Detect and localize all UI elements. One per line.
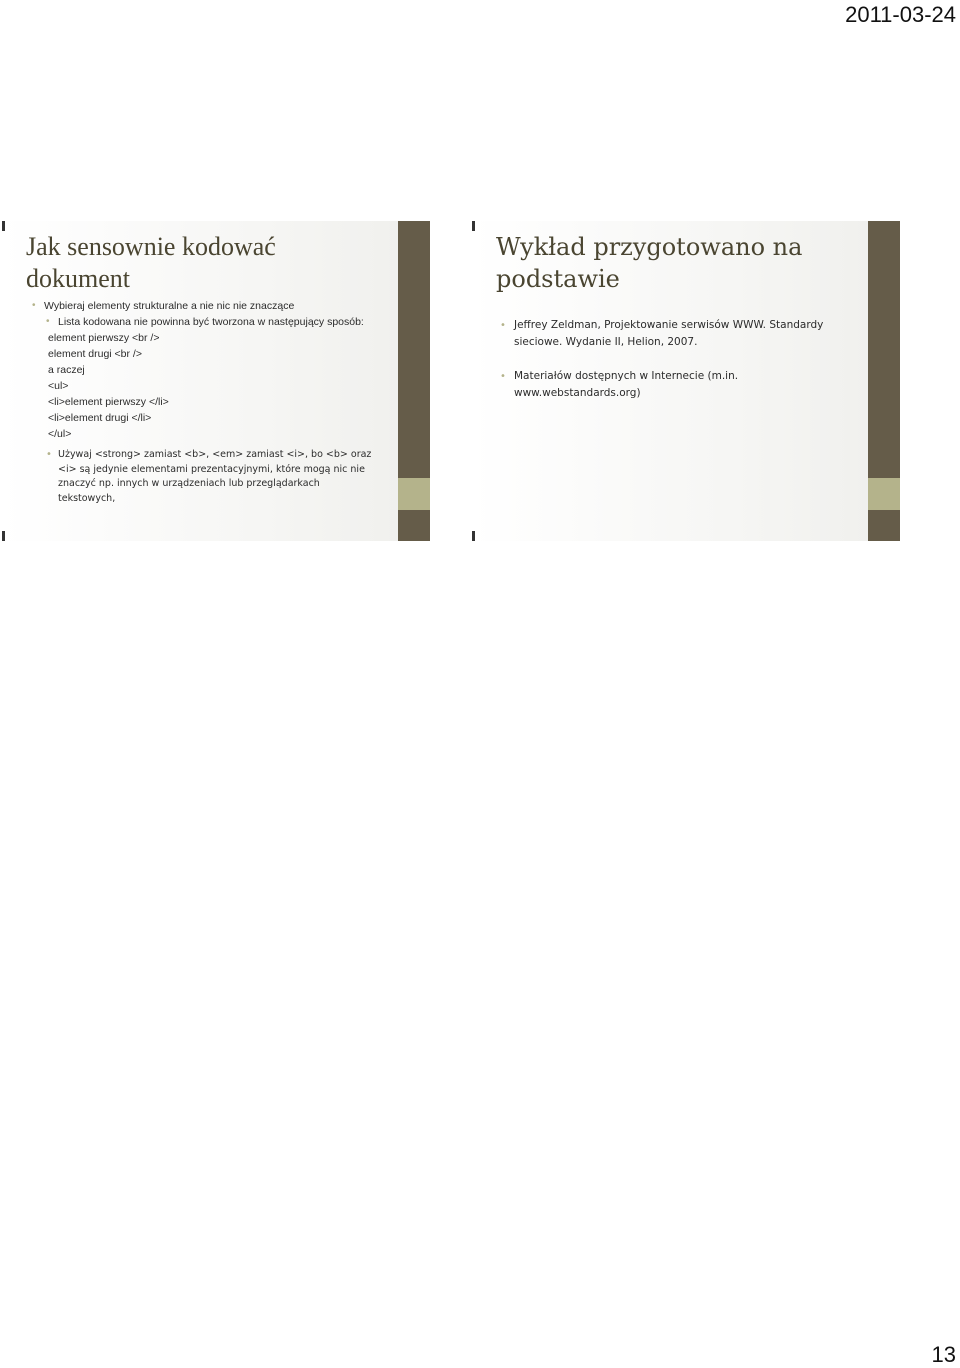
sidebar-accent — [398, 478, 430, 510]
code-line: <li>element drugi </li> — [48, 412, 152, 424]
sub-bullet-item: • Lista kodowana nie powinna być tworzona w następujący sposób: — [28, 314, 378, 330]
code-line: </ul> — [48, 428, 72, 440]
slide-title: Wykład przygotowano na podstawie — [496, 233, 803, 293]
page-number: 13 — [931, 1342, 956, 1367]
code-line: element pierwszy <br /> — [48, 332, 160, 344]
slide-2 — [472, 221, 900, 541]
slide-1 — [2, 221, 430, 541]
page-date: 2011-03-24 — [845, 2, 956, 27]
slide-corner-mark — [2, 221, 5, 231]
slide-sidebar — [398, 221, 430, 541]
slide-corner-mark — [2, 531, 5, 541]
code-line: <ul> — [48, 380, 69, 392]
sidebar-accent — [868, 478, 900, 510]
code-line: element drugi <br /> — [48, 348, 142, 360]
slide-title: Jak sensownie kodować dokument — [26, 232, 276, 293]
reference-item: • Jeffrey Zeldman, Projektowanie serwisów WWW. Standardy sieciowe. Wydanie II, Helion, 2007. — [500, 317, 840, 351]
slide-sidebar — [868, 221, 900, 541]
sub-bullet-paragraph: • Używaj <strong> zamiast <b>, <em> zamiast <i>, bo <b> oraz <i> są jedynie elementami prezentacyjnymi, które mogą nic nie znaczyć np. innych w urządzeniach lub przeglądarkach tekstowych, — [28, 448, 378, 506]
reference-item: • Materiałów dostępnych w Internecie (m.in. www.webstandards.org) — [500, 368, 840, 402]
slide-corner-mark — [472, 531, 475, 541]
text-line: a raczej — [48, 364, 85, 376]
code-line: <li>element pierwszy </li> — [48, 396, 169, 408]
slide-corner-mark — [472, 221, 475, 231]
slide-content — [28, 298, 378, 506]
bullet-item: • Wybieraj elementy strukturalne a nie nic nie znaczące — [28, 298, 378, 314]
reference-list — [500, 317, 840, 419]
